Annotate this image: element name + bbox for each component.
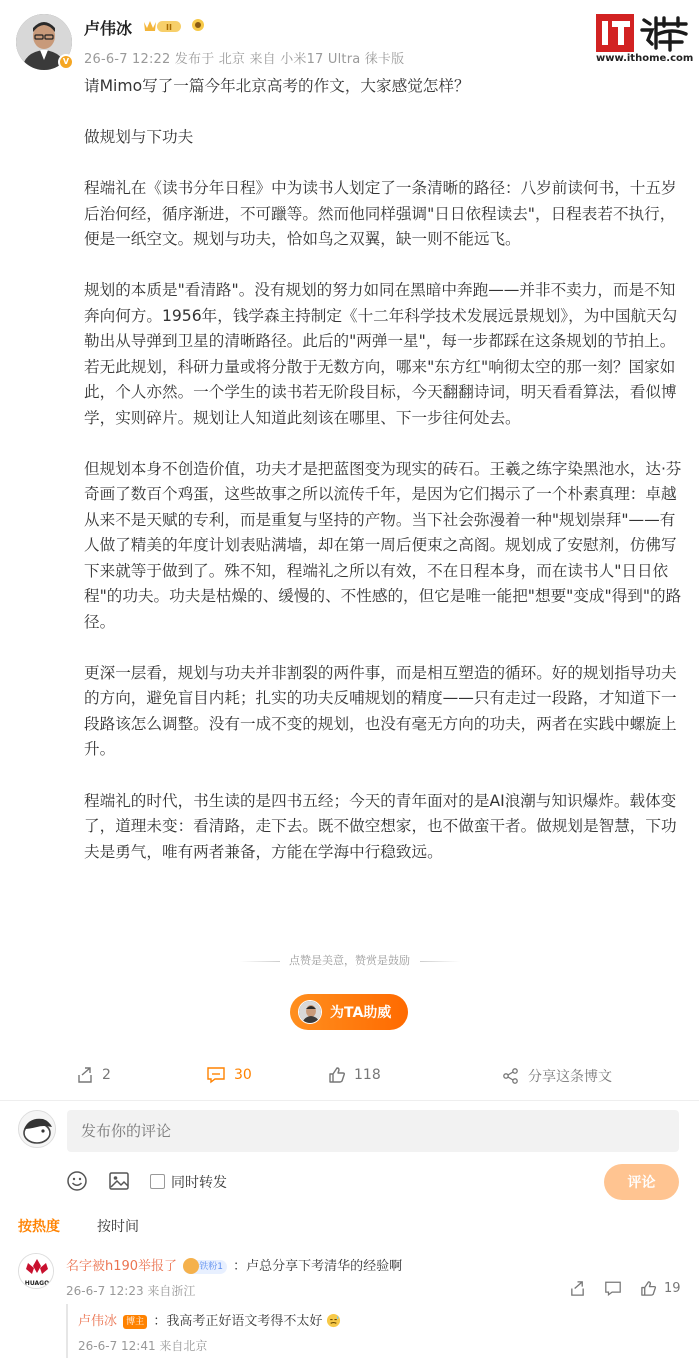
essay-paragraph: 程端礼的时代，书生读的是四书五经；今天的青年面对的是AI浪潮与知识爆炸。载体变了，道理未变：看清路，走下去。既不做空想家，也不做蛮干者。做规划是智慧，下功夫是勇气，唯有两者兼备，方能在学海中行稳致远。 — [84, 791, 677, 861]
divider-line — [420, 961, 460, 962]
share-icon — [502, 1067, 520, 1085]
author-name[interactable]: 卢伟冰 — [84, 19, 133, 38]
essay-paragraph: 规划的本质是"看清路"。没有规划的努力如同在黑暗中奔跑——并非不卖力，而是不知奔向何方。1956年，钱学森主持制定《十二年科学技术发展远景规划》，为中国航天勾勒出从导弹到卫星的清晰路径。此后的"两弹一星"，每一步都踩在这条规划的节拍上。若无此规划，科研力量或将分散于无数方向，哪来"东方红"响彻太空的那一刻？国家如此，个人亦然。一个学生的读书若无阶段目标，今天翻翻诗词，明天看看算法，看似博学，实则碎片。规划让人知道此刻该在哪里、下一步往何处去。 — [84, 281, 678, 427]
repost-icon — [569, 1280, 586, 1297]
verified-badge-icon: V — [58, 54, 74, 70]
logo-url: www.ithome.com — [596, 53, 694, 64]
post-header — [0, 0, 699, 80]
comment-icon — [206, 1066, 226, 1084]
fan-badge[interactable]: 铁粉1 — [183, 1260, 227, 1274]
repost-count: 2 — [102, 1067, 111, 1083]
thumbs-up-icon — [640, 1280, 657, 1297]
comment-text-line — [66, 1255, 402, 1274]
comment-like-count: 19 — [664, 1281, 681, 1296]
reply-text-line — [78, 1310, 341, 1329]
support-button[interactable] — [290, 994, 408, 1030]
essay-paragraph: 程端礼在《读书分年日程》中为读书人划定了一条清晰的路径：八岁前读何书，十五岁后治何经，循序渐进，不可躐等。然而他同样强调"日日依程读去"，日程表若不执行，便是一纸空文。规划与功夫，恰如鸟之双翼，缺一则不能远飞。 — [84, 179, 677, 249]
image-button[interactable] — [108, 1170, 130, 1196]
comment-reply-button[interactable] — [604, 1280, 622, 1297]
svg-text:HUAGO: HUAGO — [24, 1280, 50, 1287]
submit-comment-button[interactable]: 评论 — [604, 1164, 679, 1200]
comment-button[interactable] — [206, 1066, 252, 1084]
comment-like-button[interactable] — [640, 1280, 681, 1297]
emoji-icon — [66, 1170, 88, 1192]
repost-button[interactable] — [76, 1066, 111, 1084]
appreciate-note — [0, 952, 699, 968]
like-count: 118 — [354, 1067, 381, 1083]
tab-sort-hot[interactable]: 按热度 — [18, 1219, 60, 1235]
reply-text: ：我高考正好语文考得不太好 — [153, 1314, 323, 1329]
blogger-badge: 博主 — [123, 1315, 147, 1329]
author-mini-avatar — [298, 1000, 322, 1024]
share-button[interactable] — [502, 1066, 612, 1086]
my-avatar[interactable] — [18, 1110, 56, 1148]
comment-count: 30 — [234, 1067, 252, 1083]
comment-text: ：卢总分享下考清华的经验啊 — [233, 1259, 403, 1274]
like-button[interactable] — [328, 1066, 381, 1084]
reply-block — [66, 1304, 686, 1358]
essay-paragraph: 更深一层看，规划与功夫并非割裂的两件事，而是相互塑造的循环。好的规划指导功夫的方向，避免盲目内耗；扎实的功夫反哺规划的精度——只有走过一段路，才知道下一段路该怎么调整。没有一成不变的规划，也没有毫无方向的功夫，两者在实践中螺旋上升。 — [84, 663, 677, 759]
image-icon — [108, 1170, 130, 1192]
commenter-avatar[interactable] — [18, 1253, 54, 1289]
vip-badge-icon[interactable] — [142, 18, 182, 34]
support-button-label: 为TA助威 — [330, 1005, 392, 1021]
reply-author-name[interactable]: 卢伟冰 — [78, 1314, 118, 1329]
post-meta: 26-6-7 12:22 发布于 北京 来自 小米17 Ultra 徕卡版 — [84, 52, 405, 67]
commenter-name[interactable]: 名字被h190举报了 — [66, 1259, 178, 1274]
repost-checkbox[interactable] — [150, 1174, 165, 1189]
comment-repost-button[interactable] — [569, 1280, 586, 1297]
repost-icon — [76, 1066, 94, 1084]
appreciate-text: 点赞是美意，赞赏是鼓励 — [289, 954, 410, 967]
tab-sort-time[interactable]: 按时间 — [97, 1219, 139, 1235]
essay-title: 做规划与下功夫 — [84, 128, 194, 147]
comment-meta: 26-6-7 12:23 来自浙江 — [66, 1284, 196, 1298]
reply-meta: 26-6-7 12:41 来自北京 — [78, 1339, 208, 1353]
section-divider — [0, 1100, 699, 1101]
thumbs-up-icon — [328, 1066, 346, 1084]
sunflower-icon[interactable] — [190, 17, 206, 33]
comment-input[interactable] — [67, 1110, 679, 1152]
sweat-emoji-icon — [326, 1314, 341, 1329]
essay-paragraph: 但规划本身不创造价值，功夫才是把蓝图变为现实的砖石。王羲之练字染黑池水，达·芬奇画了数百个鸡蛋，这些故事之所以流传千年，是因为它们揭示了一个朴素真理：卓越从来不是天赋的专利，而是重复与坚持的产物。当下社会弥漫着一种"规划崇拜"——有人做了精美的年度计划表贴满墙，却在第一周后便束之高阁。规划成了安慰剂，仿佛写下来就等于做到了。殊不知，程端礼之所以有效，不在日程本身，而在读书人"日日依程"的功夫。功夫是枯燥的、缓慢的、不性感的，但它是唯一能把"想要"变成"得到"的路径。 — [84, 459, 682, 631]
divider-line — [240, 961, 280, 962]
emoji-button[interactable] — [66, 1170, 88, 1196]
post-intro: 请Mimo写了一篇今年北京高考的作文，大家感觉怎样？ — [84, 77, 470, 95]
svg-text:II: II — [166, 23, 172, 32]
share-label: 分享这条博文 — [528, 1069, 612, 1085]
repost-checkbox-label[interactable]: 同时转发 — [171, 1175, 227, 1191]
post-action-bar — [0, 1060, 699, 1094]
post-content — [84, 74, 684, 891]
comment-icon — [604, 1280, 622, 1297]
